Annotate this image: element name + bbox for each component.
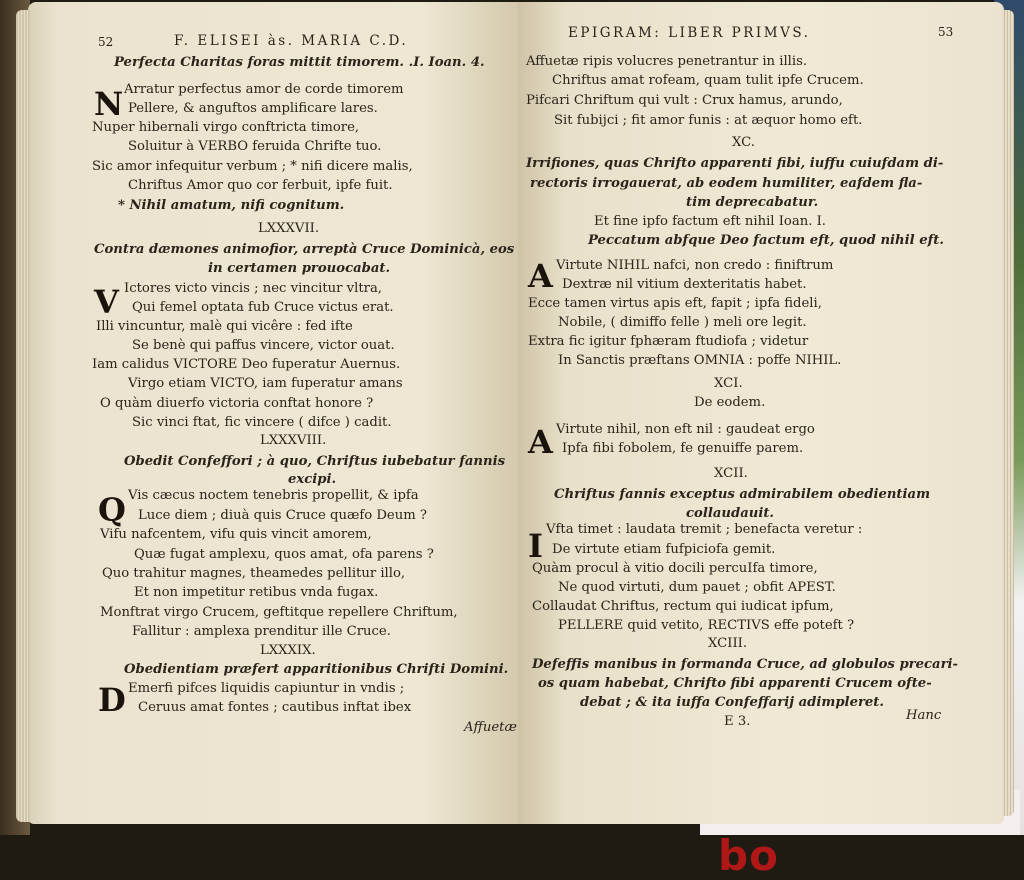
left-running-head: F. ELISEI às. MARIA C.D. [174, 33, 409, 49]
verse-line: Vis cæcus noctem tenebris propellit, & ipfa [128, 488, 419, 503]
verse-line: Ipfa fibi fobolem, fe genuiffe parem. [562, 441, 804, 456]
verse-line: Qui femel optata fub Cruce victus erat. [132, 300, 394, 315]
section-title: os quam habebat, Chrifto fibi apparenti Crucem ofte- [538, 676, 932, 691]
section-title: debat ; & ita iuffa Confeffarij adimpleret. [580, 695, 884, 710]
right-page [518, 2, 1004, 824]
right-running-head: EPIGRAM: LIBER PRIMVS. [568, 25, 811, 41]
verse-line: Ecce tamen virtus apis eft, fapit ; ipfa fideli, [528, 296, 822, 311]
catchword: Affuetæ [464, 720, 517, 735]
verse-line: Chriftus Amor quo cor ferbuit, ipfe fuit. [128, 178, 393, 193]
section-number: LXXXVIII. [260, 433, 327, 448]
verse-line: Et non impetitur retibus vnda fugax. [134, 585, 379, 600]
verse-line: Virtute nihil, non eft nil : gaudeat ergo [556, 422, 815, 437]
section-title: De eodem. [694, 395, 766, 410]
verse-line: Sit fubijci ; fit amor funis : at æquor homo eft. [554, 113, 863, 128]
verse-line: Pellere, & anguftos amplificare lares. [128, 101, 378, 116]
section-title: Contra dæmones animofior, arreptà Cruce Dominicà, eos [94, 242, 515, 257]
verse-note: * Nihil amatum, nifi cognitum. [118, 198, 345, 213]
section-title: in certamen prouocabat. [208, 261, 391, 276]
verse-line: Nobile, ( dimiffo felle ) meli ore legit. [558, 315, 807, 330]
verse-line: Luce diem ; diuà quis Cruce quæfo Deum ? [138, 508, 427, 523]
right-page-number: 53 [938, 25, 954, 39]
page-edges-left [16, 10, 30, 822]
section-title: Obedit Confeffori ; à quo, Chriftus iubebatur fannis [124, 454, 506, 469]
verse-line: Sic amor infequitur verbum ; * nifi dicere malis, [92, 159, 413, 174]
drop-cap: A [528, 423, 553, 461]
section-title: Irrifiones, quas Chrifto apparenti fibi, iuffu cuiufdam di- [526, 156, 944, 171]
verse-line: Emerfi pifces liquidis capiuntur in vndis ; [128, 681, 405, 696]
left-page [28, 2, 520, 824]
verse-line: Quo trahitur magnes, theamedes pellitur illo, [102, 566, 406, 581]
scripture-quote: Peccatum abfque Deo factum eft, quod nihil eft. [588, 233, 944, 248]
section-title: Obedientiam præfert apparitionibus Chrifti Domini. [124, 662, 509, 677]
section-title: Defeffis manibus in formanda Cruce, ad globulos precari- [532, 657, 959, 672]
verse-line: Collaudat Chriftus, rectum qui iudicat ipfum, [532, 599, 834, 614]
drop-cap: N [94, 85, 124, 123]
verse-line: Chriftus amat rofeam, quam tulit ipfe Crucem. [552, 73, 864, 88]
verse-line: Fallitur : amplexa prenditur ille Cruce. [132, 624, 391, 639]
verse-line: Sic vinci ftat, fic vincere ( difce ) cadit. [132, 415, 392, 430]
verse-line: Quæ fugat amplexu, quos amat, ofa parens ? [134, 547, 434, 562]
verse-line: Extra fic igitur fphæram ftudiofa ; videtur [528, 334, 809, 349]
page-edges-right [1002, 10, 1014, 816]
verse-line: Vfta timet : laudata tremit ; benefacta veretur : [546, 522, 863, 537]
scripture-reference: Et fine ipfo factum eft nihil Ioan. I. [594, 214, 826, 229]
section-title: rectoris irrogauerat, ab eodem humiliter, eafdem fla- [530, 176, 923, 191]
section-title: collaudauit. [686, 506, 775, 521]
section-title: excipi. [288, 472, 337, 487]
section-number: LXXXIX. [260, 643, 316, 658]
background-book-title: bo [718, 831, 779, 880]
verse-line: Monftrat virgo Crucem, geftitque repellere Chriftum, [100, 605, 458, 620]
verse-line: Virgo etiam VICTO, iam fuperatur amans [128, 376, 403, 391]
open-book [28, 2, 1004, 824]
verse-line: Quàm procul à vitio docili percuIfa timore, [532, 561, 818, 576]
verse-line: Ceruus amat fontes ; cautibus inftat ibex [138, 700, 412, 715]
verse-line: Iam calidus VICTORE Deo fuperatur Auernus. [92, 357, 401, 372]
drop-cap: I [528, 527, 543, 565]
catchword: Hanc [906, 708, 942, 723]
left-page-number: 52 [98, 35, 114, 49]
section-number: XCI. [714, 376, 743, 391]
verse-title: Perfecta Charitas foras mittit timorem. .I. Ioan. 4. [114, 55, 485, 70]
drop-cap: D [98, 681, 126, 719]
section-number: XCII. [714, 466, 748, 481]
verse-line: Vifu nafcentem, vifu quis vincit amorem, [100, 527, 372, 542]
verse-line: O quàm diuerfo victoria conftat honore ? [100, 396, 374, 411]
verse-line: PELLERE quid vetito, RECTIVS effe poteft ? [558, 618, 855, 633]
drop-cap: V [94, 283, 119, 321]
section-number: XC. [732, 135, 755, 150]
verse-line: Pifcari Chriftum qui vult : Crux hamus, arundo, [526, 93, 843, 108]
verse-line: Illi vincuntur, malè qui vicêre : fed ifte [96, 319, 353, 334]
verse-line: Ictores victo vincis ; nec vincitur vltra, [124, 281, 382, 296]
section-number: LXXXVII. [258, 221, 320, 236]
drop-cap: A [528, 257, 553, 295]
verse-line: Se benè qui paffus vincere, victor ouat. [132, 338, 395, 353]
verse-line: Soluitur à VERBO feruida Chrifte tuo. [128, 139, 382, 154]
verse-line: Ne quod virtuti, dum pauet ; obfit APEST. [558, 580, 836, 595]
signature-mark: E 3. [724, 714, 751, 729]
verse-line: Arratur perfectus amor de corde timorem [124, 82, 404, 97]
verse-line: Virtute NIHIL nafci, non credo : finiftrum [556, 258, 834, 273]
section-title: Chriftus fannis exceptus admirabilem obedientiam [554, 487, 931, 502]
verse-line: Affuetæ ripis volucres penetrantur in illis. [526, 54, 808, 69]
drop-cap: Q [98, 491, 126, 529]
verse-line: De virtute etiam fufpiciofa gemit. [552, 542, 776, 557]
verse-line: Dextræ nil vitium dexteritatis habet. [562, 277, 807, 292]
verse-line: Nuper hibernali virgo conftricta timore, [92, 120, 360, 135]
verse-line: In Sanctis præftans OMNIA : poffe NIHIL. [558, 353, 842, 368]
section-number: XCIII. [708, 636, 748, 651]
section-title: tim deprecabatur. [686, 195, 819, 210]
